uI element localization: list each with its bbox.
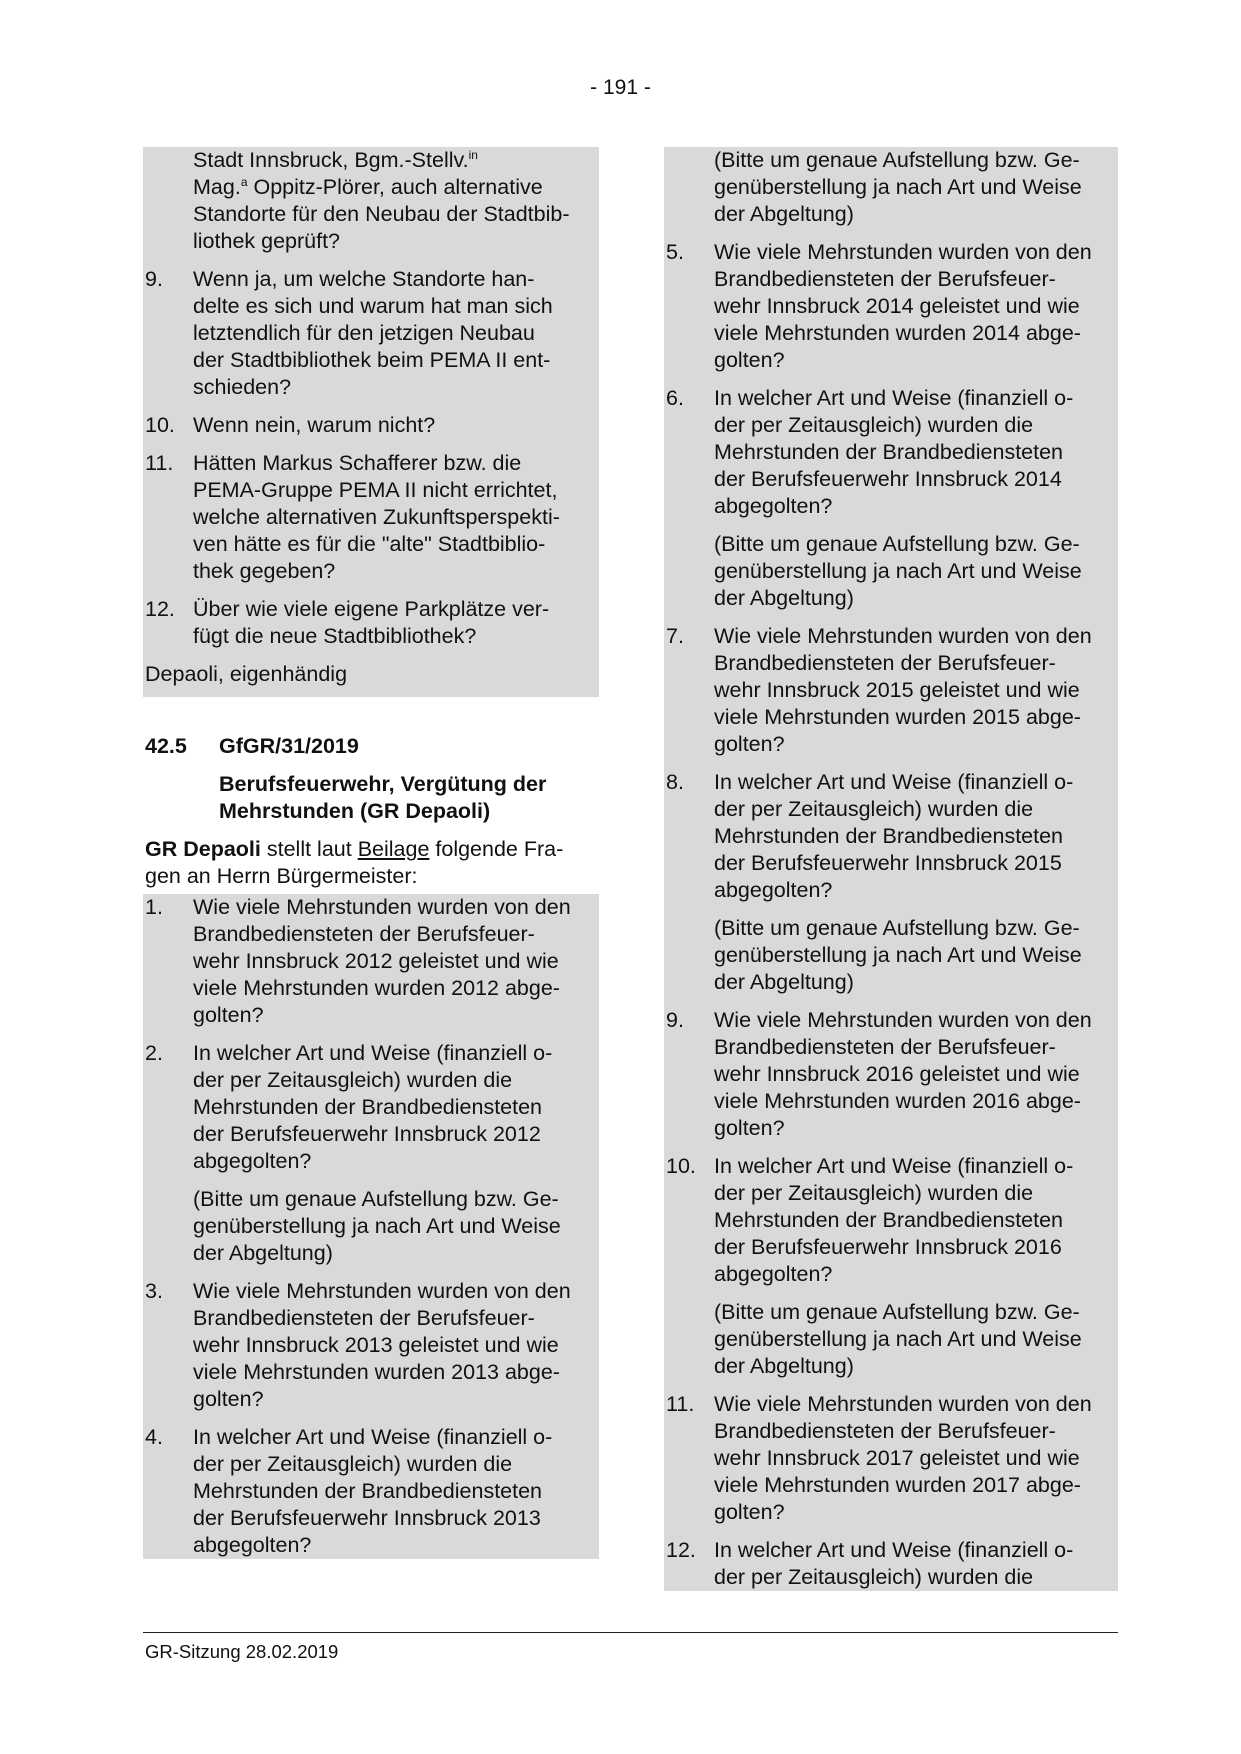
question-item [145,1424,597,1559]
question-item [666,623,1116,758]
question-text: Wie viele Mehrstunden wurden von den Brandbediensteten der Berufsfeuer- wehr Innsbruck 2017 geleistet und wie viele Mehrstunden wurden 2017 abge- golten? [714,1392,1092,1524]
superscript-a: a [240,174,248,189]
question-text: Wie viele Mehrstunden wurden von den Brandbediensteten der Berufsfeuer- wehr Innsbruck 2016 geleistet und wie viele Mehrstunden wurden 2016 abge- golten? [714,1008,1092,1140]
question-text: Über wie viele eigene Parkplätze ver- fügt die neue Stadtbibliothek? [193,597,550,648]
left-column [143,147,599,1559]
question-text: In welcher Art und Weise (finanziell o- der per Zeitausgleich) wurden die [714,1538,1074,1589]
question-number: 11. [145,451,174,475]
question-item [666,1153,1116,1288]
question-number: 6. [666,386,684,410]
question-text: (Bitte um genaue Aufstellung bzw. Ge- genüberstellung ja nach Art und Weise der Abgeltung) [193,1187,561,1265]
question-number: 8. [666,770,684,794]
question-text: Wie viele Mehrstunden wurden von den Brandbediensteten der Berufsfeuer- wehr Innsbruck 2015 geleistet und wie viele Mehrstunden wurden 2015 abge- golten? [714,624,1092,756]
question-number: 10. [666,1154,696,1178]
question-number: 9. [666,1008,684,1032]
question-list-right [664,147,1118,1591]
question-item [666,385,1116,520]
question-text: Wie viele Mehrstunden wurden von den Brandbediensteten der Berufsfeuer- wehr Innsbruck 2012 geleistet und wie viele Mehrstunden wurden 2012 abge- golten? [193,895,571,1027]
question-number: 12. [145,597,175,621]
question-number: 5. [666,240,684,264]
intro-author: GR Depaoli [145,837,261,861]
signature: Depaoli, eigenhändig [145,662,348,686]
question-item [666,1537,1116,1591]
question-number: 4. [145,1425,163,1449]
question-item [145,266,597,401]
question-item [666,1007,1116,1142]
question-item [145,1278,597,1413]
continued-question: Stadt Innsbruck, Bgm.-Stellv.$^{in}$ Mag.$^a$ Oppitz-Plörer, auch alternative Standorte für den Neubau der Stadtbib- liothek geprüft? [193,147,570,253]
question-number: 10. [145,413,175,437]
question-number: 12. [666,1538,696,1562]
question-text: (Bitte um genaue Aufstellung bzw. Ge- genüberstellung ja nach Art und Weise der Abgeltung) [714,1300,1082,1378]
question-number: 2. [145,1041,163,1065]
question-text: In welcher Art und Weise (finanziell o- der per Zeitausgleich) wurden die Mehrstunden der Brandbediensteten der Berufsfeuerwehr Innsbruck 2012 abgegolten? [193,1041,553,1173]
question-text: (Bitte um genaue Aufstellung bzw. Ge- genüberstellung ja nach Art und Weise der Abgeltung) [714,148,1082,226]
question-item [145,1040,597,1175]
beilage-link[interactable]: Beilage [357,837,430,861]
question-text: In welcher Art und Weise (finanziell o- der per Zeitausgleich) wurden die Mehrstunden der Brandbediensteten der Berufsfeuerwehr Innsbruck 2015 abgegolten? [714,770,1074,902]
question-text: In welcher Art und Weise (finanziell o- der per Zeitausgleich) wurden die Mehrstunden der Brandbediensteten der Berufsfeuerwehr Innsbruck 2016 abgegolten? [714,1154,1074,1286]
section-intro: GR Depaoli stellt laut Beilage folgende Fra- gen an Herrn Bürgermeister: [145,837,564,888]
question-list-left [143,894,599,1559]
continued-question-block [143,147,599,697]
question-item [666,239,1116,374]
question-item [666,1391,1116,1526]
question-note [666,531,1116,612]
section-number: 42.5 [145,734,187,758]
right-column [664,147,1118,1591]
question-note [666,915,1116,996]
question-item [145,412,597,439]
section-title: Berufsfeuerwehr, Vergütung der Mehrstunden (GR Depaoli) [219,772,547,823]
footer-text: GR-Sitzung 28.02.2019 [145,1641,339,1662]
question-text: Wenn ja, um welche Standorte han- delte es sich und warum hat man sich letztendlich für den jetzigen Neubau der Stadtbibliothek beim PEMA II ent- schieden? [193,267,553,399]
question-note [666,1299,1116,1380]
question-number: 11. [666,1392,695,1416]
question-number: 1. [145,895,163,919]
page-number: - 191 - [590,76,651,99]
question-text: Wenn nein, warum nicht? [193,413,436,437]
question-text: In welcher Art und Weise (finanziell o- der per Zeitausgleich) wurden die Mehrstunden der Brandbediensteten der Berufsfeuerwehr Innsbruck 2014 abgegolten? [714,386,1074,518]
question-item [145,894,597,1029]
question-item [666,769,1116,904]
question-text: (Bitte um genaue Aufstellung bzw. Ge- genüberstellung ja nach Art und Weise der Abgeltung) [714,532,1082,610]
question-number: 3. [145,1279,163,1303]
question-item [145,596,597,650]
question-note [145,1186,597,1267]
question-text: Wie viele Mehrstunden wurden von den Brandbediensteten der Berufsfeuer- wehr Innsbruck 2013 geleistet und wie viele Mehrstunden wurden 2013 abge- golten? [193,1279,571,1411]
section-heading [143,733,599,760]
question-number: 7. [666,624,684,648]
question-list-top [145,266,597,650]
question-note [666,147,1116,228]
question-text: Hätten Markus Schafferer bzw. die PEMA-Gruppe PEMA II nicht errichtet, welche alternativen Zukunftsperspekti- ven hätte es für die "alte" Stadtbiblio- thek gegeben? [193,451,560,583]
section-code: GfGR/31/2019 [219,734,359,758]
question-text: In welcher Art und Weise (finanziell o- der per Zeitausgleich) wurden die Mehrstunden der Brandbediensteten der Berufsfeuerwehr Innsbruck 2013 abgegolten? [193,1425,553,1557]
superscript-in: in [468,147,478,162]
question-number: 9. [145,267,163,291]
question-text: Wie viele Mehrstunden wurden von den Brandbediensteten der Berufsfeuer- wehr Innsbruck 2014 geleistet und wie viele Mehrstunden wurden 2014 abge- golten? [714,240,1092,372]
footer-divider [143,1632,1118,1633]
question-text: (Bitte um genaue Aufstellung bzw. Ge- genüberstellung ja nach Art und Weise der Abgeltung) [714,916,1082,994]
question-item [145,450,597,585]
